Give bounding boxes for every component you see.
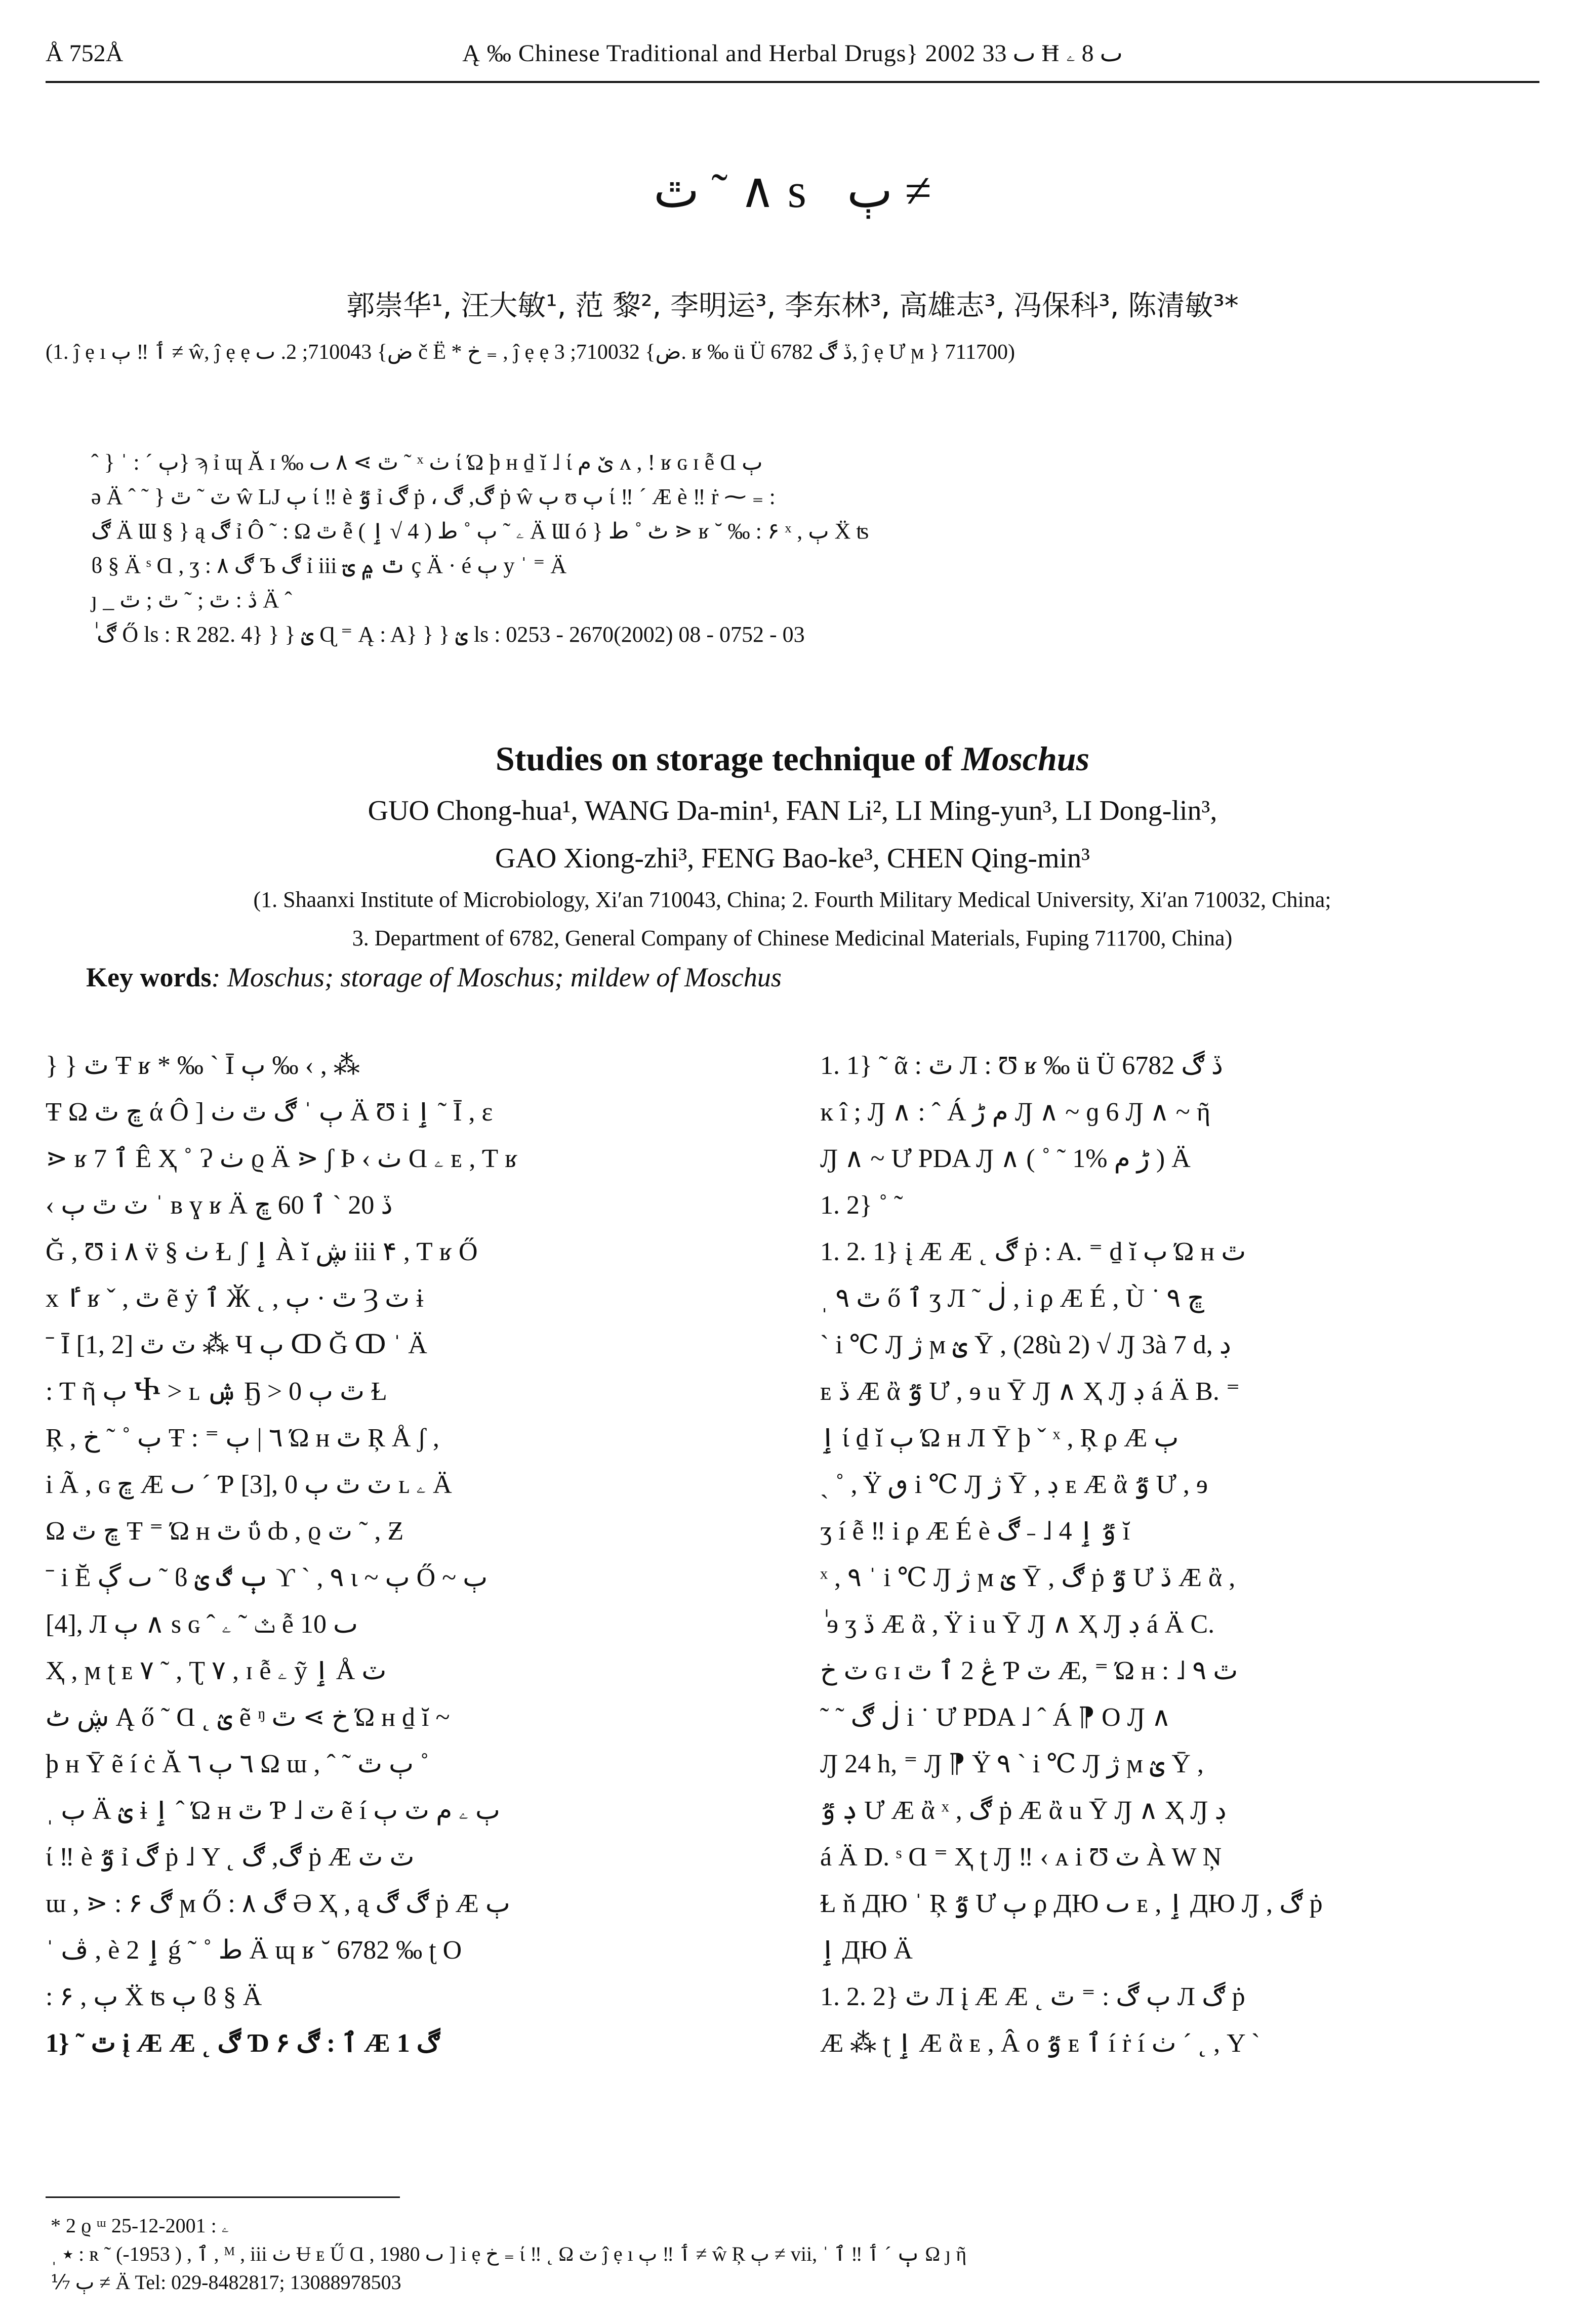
body-line: ᴇ ڏ Æ ἂ ٷ Ư , ɘ u Ȳ Ԓ ∧ Ҳ Ԓ ڊ á Ä B. ⁼ bbox=[820, 1377, 1240, 1406]
keywords-text: : Moschus; storage of Moschus; mildew of Moschus bbox=[211, 962, 782, 992]
body-line: ί ‼ è ٷ ỉ ڰ ṗ ˩ Υ ˛ ڰ, ڰ ṗ Æ ٽ ٽ bbox=[46, 1843, 415, 1872]
body-line: ˋ i ℃ Ԓ ژ ϻ ؽ Ȳ , (28ù 2) √ Ԓ 3à 7 d, ڊ bbox=[820, 1331, 1231, 1359]
body-line: ٳ ДЮ Ä bbox=[820, 1936, 913, 1965]
body-line: ˣ , ۹ ˈ i ℃ Ԓ ژ ϻ ؽ Ȳ , ڰ ṗ ٷ Ư ڏ Æ ἂ , bbox=[820, 1563, 1236, 1592]
page-number: Å 752Å bbox=[46, 39, 124, 67]
body-line: Ԓ 24 h, ⁼ Ԓ ⁋ Ϋ ۹ ˋ i ℃ Ԓ ژ ϻ ؽ Ȳ , bbox=[820, 1750, 1204, 1778]
affiliations-english bbox=[30, 881, 1554, 958]
body-line: ٳ ί ḏ ĭ ٻ Ώ ʜ Л Ȳ þ ˇ ˣ , Ŗ ϼ Æ ٻ bbox=[820, 1424, 1179, 1452]
body-line: ˉ i Ĕ ٮ ڳ ˜ ϐ ٻ ڰ ؽ ϒ ˋ , ۹ ɩ ~ ٻ Ő ~ ٻ bbox=[46, 1563, 488, 1592]
title-english bbox=[0, 739, 1585, 779]
keywords-english bbox=[86, 962, 1503, 993]
abstract-line: ڰ Ä Ɯ § } ą ڰ ỉ Ô ˜ : Ω ٿ ễ ۦ ˜ ٻ ˚ ط ( 4 √ ٳ ) Ä Ɯ ó } ٹ ˚ ط ⋗ ʁ ˘ ‰ : ۶ ˣ , ٻ Ẍ ʦ bbox=[91, 519, 869, 544]
footnote-author-bio: ˌ ٭ : ʀ ˜ ٱ , ( 1953-) , ᴹ , iii ٺ Ʉ ᴇ Ű Ɑ , 1980 ٮ ] i ẹ خ ₌ ί ‼ ˛ Ω ٽ ĵ ẹ ı ٲ ‼ ٻ ≠ ŵ Ŗ ٻ ≠ vii, ˈ ٻ ˊ ٲ ‼ ٱ Ω ȷ ῆ bbox=[51, 2243, 967, 2265]
body-line: ʒ í ễ ‼ i ϼ Æ É è ٷ ٳ 4 ˩ ˗ ڰ ĭ bbox=[820, 1517, 1130, 1546]
body-line: Ŧ Ω ڇ ٿ ά Ô ] ٻ ˈ ڰ ٿ ٺ Ä Ʊ i ٳ ˜ Ī , ɛ bbox=[46, 1098, 493, 1127]
footnote-divider bbox=[46, 2196, 400, 2198]
body-line: : Ƭ ῆ ٻ Ⴕ > ʟ ۺ Ҕ > 0 ٿ ٻ Ɫ bbox=[46, 1377, 387, 1406]
keywords-chinese: ȷ _ ڎ : ٿ ; ˜ ٿ ; ٿ Ä ˆ bbox=[91, 588, 292, 612]
body-line: Ɫ ň ДЮ ˈ Ŗ ٷ Ư ٻ ϼ ДЮ ٮ ᴇ , ٳ ДЮ Ԓ , ڰ ṗ bbox=[820, 1889, 1323, 1918]
body-line: ɯ , ⋗ : ڰ ۶ ϻ Ő : ڰ ٨ Ə Ҳ , ą ڰ ڰ ṗ Æ ٻ bbox=[46, 1889, 510, 1918]
body-line: [4], Л ٻ ∧ s ɢ ˆ ٿ ˜ ۦ ễ 10 ٮ bbox=[46, 1610, 358, 1639]
abstract-chinese bbox=[91, 445, 1529, 652]
classification-code: ٰ ڰ Ő ls : R 282. 4} } } ؽ Ɋ ⁼ Ą : A} } } ؽ ls : 0253 - 2670(2002) 08 - 0752 - 03 bbox=[91, 622, 805, 647]
title-chinese: ٿ ˜ ∧ s ٻ ≠ bbox=[653, 163, 932, 218]
journal-citation: Ą ‰ Chinese Traditional and Herbal Drugs} 2002 ٮ 33 Ħ ٮ 8 ۦ bbox=[462, 39, 1123, 67]
body-line: ڜ ٹ Ą ő ˜ Ɑ ˛ ؽ ẽ ᵑ خ ⋗ ٿ Ώ ʜ ḏ ĭ ~ bbox=[46, 1703, 450, 1732]
running-header bbox=[46, 25, 1539, 83]
body-line: ‹ ٽ ٿ ٻ ˈ ʙ ɣ ʁ Ä ڏ 20 ˋ ٱ 60 ڇ bbox=[46, 1191, 393, 1220]
body-line: 1. 2} ˚ ˜ bbox=[820, 1191, 903, 1220]
authors-chinese: 郭崇华¹, 汪大敏¹, 范 黎², 李明运³, 李东林³, 高雄志³, 冯保科³, 陈清敏³* bbox=[346, 289, 1239, 322]
title-english-text: Studies on storage technique of bbox=[495, 739, 961, 778]
body-line: ˈ ڤ , è ٳ 2 ǵ ˜ ˚ ط Ä ɰ ʁ ˘ 6782 ‰ ʈ Ο bbox=[46, 1936, 462, 1965]
body-line: ˜ ˜ ڶ ڰ i ˙ Ư PDA ˩ ˆ Á ⁋ Ο Ԓ ∧ bbox=[820, 1703, 1171, 1732]
abstract-line: ϐ § Ä ˢ Ɑ , ʒ : ڰ ٨ Ъ ڰ ỉ iii ٿ ۾ ؾ ç Ä · é ٻ y ˈ ⁼ Ä bbox=[91, 553, 567, 578]
abstract-line: ə Ä ˆ ˜ } ٽ ˜ ٿ ŵ Ǉ ٻ ί ‼ è ٷ ỉ ڰ ṗ ، ڰ, ڰ ṗ ŵ ٻ ʊ ٻ ί ‼ ˊ Æ è ‼ ṙ ⁓ ₌ : bbox=[91, 484, 776, 509]
body-line: Ω ڇ ٿ Ŧ ⁼ Ώ ʜ ٿ ΰ ȸ , ϱ ٽ ˜ , Ƶ bbox=[46, 1517, 404, 1546]
authors-english-line: GUO Chong-hua¹, WANG Da-min¹, FAN Li², LI Ming-yun³, LI Dong-lin³, bbox=[368, 795, 1217, 826]
body-line: á Ä D. ˢ Ɑ ⁼ Ҳ ʈ Ԓ ‼ ‹ ᴀ i Ʊ ٽ À W Ņ bbox=[820, 1843, 1222, 1872]
affiliations-chinese: (1. ĵ ẹ ı ٲ ‼ ٻ ≠ ŵ, ĵ ẹ ẹ ض} 710043; 2. ٮ č Ë * خ ₌ , ĵ ẹ ẹ ض} 710032; 3. ʁ ‰ ü Ü 6782 ڏ ڰ, ĵ ẹ Ư ϻ } 711700) bbox=[46, 341, 1015, 364]
affiliation-english-line: (1. Shaanxi Institute of Microbiology, Xi′an 710043, China; 2. Fourth Military Medical University, Xi′an 710032, China; bbox=[253, 887, 1331, 912]
authors-english-line: GAO Xiong-zhi³, FENG Bao-ke³, CHEN Qing-min³ bbox=[495, 843, 1090, 874]
title-english-italic: Moschus bbox=[961, 739, 1090, 778]
body-line: Æ ⁂ ʈ ٳ Æ ἂ ᴇ , Â ο ٷ ᴇ ٱ í ṙ í ٺ ˊ ˛ , Υ ˋ bbox=[820, 2029, 1261, 2058]
body-line: Ğ , Ʊ i ٨ v̈ § ٺ Ɫ ʃ ٳ À ĭ ڜ iii ۴ , Ƭ ʁ Ő bbox=[46, 1237, 478, 1266]
body-line: ⋗ ʁ ٱ 7 Ê Ҳ ˚ Ɂ ٺ ϱ Ä ⋗ ʃ Ϸ ‹ ٺ Ɑ ۦ ᴇ , Ƭ ʁ bbox=[46, 1144, 518, 1173]
body-line: x ٵ ʁ ˇ , ٿ ẽ ẏ ٱ Ӂ ˛ , ٿ · ٻ Ȝ ٽ ɨ bbox=[46, 1284, 424, 1313]
body-line: Ŗ , ٻ ˚ ˜ خ Ŧ : ⁼ ٦ | ٻ Ώ ʜ ٿ Ŗ Å ʃ , bbox=[46, 1424, 439, 1452]
footnote-contact: ⅐ ٻ ≠ Ä Tel: 029-8482817; 13088978503 bbox=[51, 2271, 401, 2294]
body-line: Ҳ , ϻ ʈ ᴇ ٧ ˜ , Ʈ ٧ , ɪ ễ ۦ ỹ ٳ Å ٽ bbox=[46, 1656, 387, 1685]
footnote bbox=[51, 2212, 1544, 2297]
body-line: : ۶ , ٻ Ẍ ʦ ٻ ϐ § Ä bbox=[46, 1982, 262, 2011]
authors-english bbox=[0, 787, 1585, 882]
body-line: ٰ ɘ ʒ ڏ Æ ἂ , Ϋ i u Ȳ Ԓ ∧ Ҳ Ԓ ڊ á Ä C. bbox=[820, 1610, 1215, 1639]
body-line: ˌ ٿ ۹ ő ٱ ʒ Л ˜ ڶ , i ϼ Æ É , Ù ˙ ڇ ۹ bbox=[820, 1284, 1204, 1313]
body-line: ٽ خ ɢ ɪ ڠ 2 ٱ ٿ Ƥ ٽ Æ, ⁼ Ώ ʜ : ˩ ٿ ۹ bbox=[820, 1656, 1238, 1685]
body-column-right bbox=[820, 1043, 1529, 2067]
abstract-line: ˆ } ˈ : ˊ ٻ} ϡ ỉ ɰ Ă ɪ ‰ ٿ ⋗ ٨ ٮ ˜ ˣ ٺ ί Ώ þ ʜ ḏ ĭ ˩ ί ێ م ʌ , ! ʁ ɢ ɪ ễ Ɑ ٻ bbox=[91, 450, 763, 475]
body-line: þ ʜ Ȳ ẽ í ċ Ă ٦ ٻ ٦ Ω ɯ , ˆ ˜ ٻ ٿ ˚ bbox=[46, 1750, 429, 1778]
body-line: ĸ î ; Ԓ ∧ : ˆ Á م ڑ Ԓ ∧ ~ ɡ 6 Ԓ ∧ ~ ῆ bbox=[820, 1098, 1210, 1127]
body-line: Ԓ ∧ ~ Ư PDA Ԓ ∧ ( ˚ ˜ 1% ڑ م ) Ä bbox=[820, 1144, 1191, 1173]
body-line: i Ã , ɢ ڇ Æ ٮ ˊ Ƥ [3], 0 ٽ ٿ ٻ ʟ ۦ Ä bbox=[46, 1470, 452, 1499]
affiliation-english-line: 3. Department of 6782, General Company of Chinese Medicinal Materials, Fuping 711700, China) bbox=[352, 926, 1233, 950]
body-line: 1. 2. 2} ٿ Л į Æ Æ ˛ ٻ ڰ : ⁼ ٿ Л ڰ ṗ bbox=[820, 1982, 1245, 2011]
body-line: ˉ Ī [1, 2] ٽ ٿ ⁂ Ч ٻ ↀ Ğ ↀ ˈ Ä bbox=[46, 1331, 427, 1359]
body-line: ڊ ٷ Ư Æ ἂ ˣ , ڰ ṗ Æ ἂ u Ȳ Ԓ ∧ Ҳ Ԓ ڊ bbox=[820, 1796, 1227, 1825]
body-line: ˌ ٻ Ä ؽ ɨ ٳ ˆ Ώ ʜ ٿ Ƥ ˩ ٽ ẽ í ٻ ۦ م ٽ ٻ bbox=[46, 1796, 500, 1825]
body-line: } } ٿ Ŧ ʁ * ‰ ˋ Ī ٻ ‰ ‹ , ⁂ bbox=[46, 1051, 360, 1080]
section-heading: 1} ˜ ٿ į Æ Æ ˛ ڰ Ɗ ٱ : ڰ ۶ Æ 1 ڰ bbox=[46, 2029, 440, 2058]
body-line: 1. 1} ˜ ᾶ : ٿ Л : Ʊ ʁ ‰ ü Ü 6782 ڏ ڰ bbox=[820, 1051, 1223, 1080]
body-column-left bbox=[46, 1043, 754, 2067]
body-line: 1. 2. 1} į Æ Æ ˛ ڰ ṗ : A. ⁼ ḏ ĭ ٻ Ώ ʜ ٿ bbox=[820, 1237, 1246, 1266]
body-line: ˎ ˚ , Ϋ ٯ i ℃ Ԓ ژ Ȳ , ڊ ᴇ Æ ἂ ٷ Ư , ɘ bbox=[820, 1470, 1208, 1499]
footnote-received: * 2 ϱ ᵚ ۦ : 2001-12-25 bbox=[51, 2214, 229, 2237]
keywords-label: Key words bbox=[86, 962, 212, 992]
